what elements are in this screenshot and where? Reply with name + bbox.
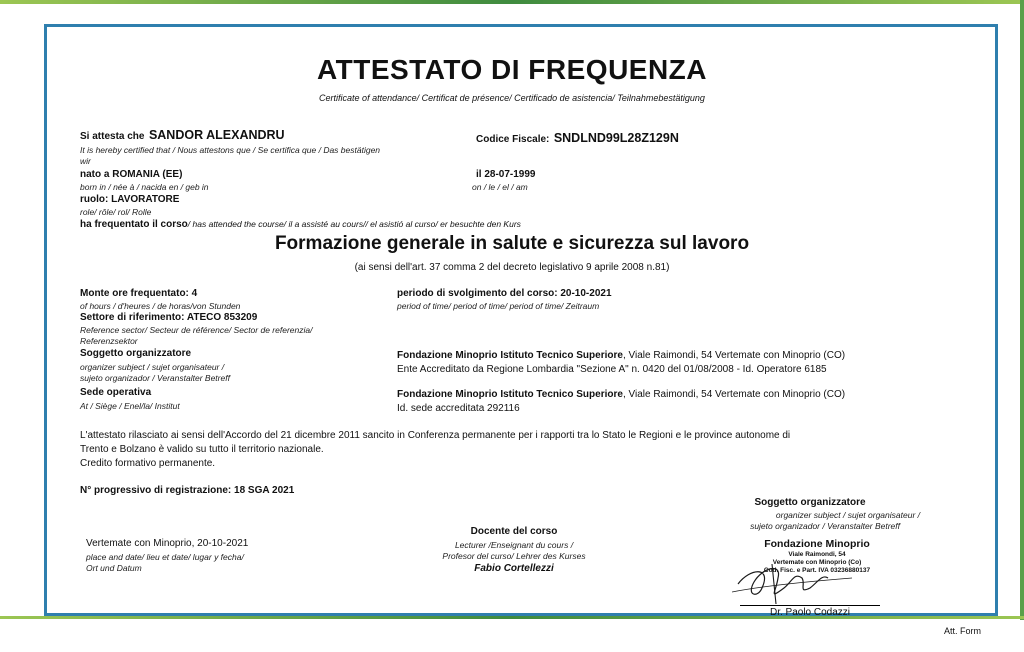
place-date-translation: place and date/ lieu et date/ lugar y fecha/ — [86, 552, 244, 562]
operating-site-name: Fondazione Minoprio Istituto Tecnico Superiore — [397, 389, 623, 400]
place-and-date: Vertemate con Minoprio, 20-10-2021 — [86, 538, 249, 549]
operating-site-entity — [397, 389, 845, 400]
sector-translation: Reference sector/ Secteur de référence/ Sector de referenzia/ — [80, 325, 313, 335]
stamp-tax-code: Cod. Fisc. e Part. IVA 03236880137 — [763, 567, 871, 574]
intro-label: Si attesta che — [80, 131, 145, 142]
course-legal-reference: (ai sensi dell'art. 37 comma 2 del decreto legislativo 9 aprile 2008 n.81) — [354, 262, 670, 273]
stamp-address: Viale Raimondi, 54 — [788, 551, 846, 558]
operating-site-address: , Viale Raimondi, 54 Vertemate con Minoprio (CO) — [622, 389, 846, 400]
course-title: Formazione generale in salute e sicurezza sul lavoro — [274, 233, 750, 254]
footer-organizer-translation: organizer subject / sujet organisateur / — [775, 510, 920, 520]
certificate-subtitle: Certificate of attendance/ Certificat de présence/ Certificado de asistencia/ Teilnahmebestätigung — [319, 93, 705, 103]
attended-translation: / has attended the course/ il a assisté au cours// el asistió al curso/ er besuchte den Kurs — [187, 219, 521, 229]
birthplace-translation: born in / née à / nacida en / geb in — [80, 182, 209, 192]
intro-line — [80, 126, 285, 144]
lecturer-name: Fabio Cortellezzi — [474, 563, 554, 574]
operating-site-label: Sede operativa — [80, 387, 152, 398]
intro-translation-cont: wir — [80, 156, 91, 166]
footer-organizer-label: Soggetto organizzatore — [754, 497, 866, 508]
legal-text-line-2: Trento e Bolzano è valido su tutto il territorio nazionale. — [80, 444, 324, 455]
form-reference: Att. Form — [944, 626, 982, 636]
operating-site-translation: At / Siège / Enel/la/ Institut — [80, 401, 180, 411]
fiscal-code-label: Codice Fiscale: — [476, 134, 550, 145]
attended-label: ha frequentato il corso — [80, 219, 188, 230]
lecturer-label: Docente del corso — [470, 526, 558, 537]
stamp-town: Vertemate con Minoprio (Co) — [772, 559, 862, 566]
course-period: periodo di svolgimento del corso: 20-10-2021 — [397, 288, 612, 299]
period-translation: period of time/ period of time/ period of time/ Zeitraum — [397, 301, 600, 311]
operating-site-id: Id. sede accreditata 292116 — [397, 403, 520, 414]
organizer-label: Soggetto organizzatore — [80, 348, 192, 359]
signature-line — [740, 605, 880, 606]
place-date-translation-cont: Ort und Datum — [86, 563, 142, 573]
organizer-translation: organizer subject / sujet organisateur / — [80, 362, 225, 372]
sector-translation-cont: Referenzsektor — [80, 336, 138, 346]
legal-text-line-1: L'attestato rilasciato ai sensi dell'Accordo del 21 dicembre 2011 sancito in Conferenza permanente per i rapporti tra lo Stato le Regioni e le province autonome di — [80, 430, 791, 441]
hours-translation: of hours / d'heures / de horas/von Stunden — [80, 301, 241, 311]
organizer-entity — [397, 350, 845, 361]
fiscal-code-value: SNDLND99L28Z129N — [553, 131, 679, 145]
legal-text-line-3: Credito formativo permanente. — [80, 458, 216, 469]
reference-sector: Settore di riferimento: ATECO 853209 — [80, 312, 258, 323]
attended-line — [80, 219, 521, 230]
signatory-name: Dr. Paolo Codazzi — [769, 607, 851, 618]
organizer-accreditation: Ente Accreditato da Regione Lombardia "Sezione A" n. 0420 del 01/08/2008 - Id. Operatore 6185 — [397, 364, 827, 375]
certificate-title: ATTESTATO DI FREQUENZA — [316, 54, 708, 85]
birthdate-translation: on / le / el / am — [472, 182, 528, 192]
top-border-stripe — [0, 0, 1024, 4]
stamp-title: Fondazione Minoprio — [764, 538, 870, 550]
person-name: SANDOR ALEXANDRU — [148, 128, 285, 142]
registration-number: N° progressivo di registrazione: 18 SGA 2021 — [80, 485, 295, 496]
birthdate: il 28-07-1999 — [476, 169, 536, 180]
hours-attended: Monte ore frequentato: 4 — [80, 288, 198, 299]
lecturer-translation: Lecturer /Enseignant du cours / — [454, 540, 574, 550]
footer-organizer-translation-cont: sujeto organizador / Veranstalter Betreff — [750, 521, 900, 531]
intro-translation: It is hereby certified that / Nous attestons que / Se certifica que / Das bestätigen — [80, 145, 381, 155]
signature-scribble — [732, 548, 872, 606]
birthplace: nato a ROMANIA (EE) — [80, 169, 183, 180]
organizer-address: , Viale Raimondi, 54 Vertemate con Minoprio (CO) — [622, 350, 846, 361]
role-translation: role/ rôle/ rol/ Rolle — [80, 207, 152, 217]
fiscal-code-line — [476, 129, 679, 147]
organizer-name: Fondazione Minoprio Istituto Tecnico Superiore — [397, 350, 623, 361]
role: ruolo: LAVORATORE — [80, 194, 180, 205]
organizer-translation-cont: sujeto organizador / Veranstalter Betreff — [80, 373, 230, 383]
lecturer-translation-cont: Profesor del curso/ Lehrer des Kurses — [442, 551, 586, 561]
